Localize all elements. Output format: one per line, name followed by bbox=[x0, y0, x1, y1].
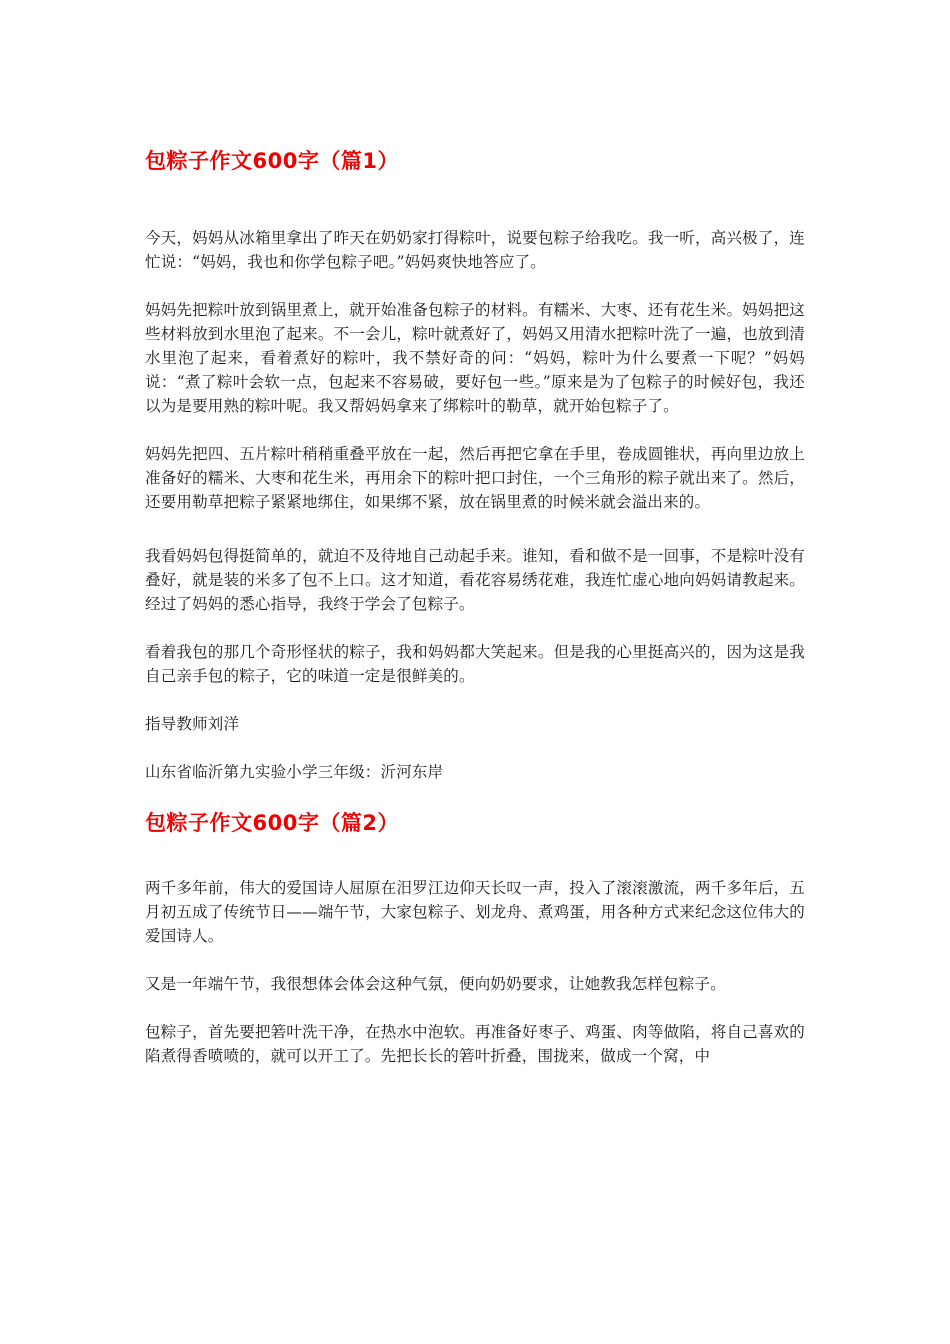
article-2-paragraph-2: 又是一年端午节，我很想体会体会这种气氛，便向奶奶要求，让她教我怎样包粽子。 bbox=[145, 975, 726, 993]
article-1-paragraph-4: 我看妈妈包得挺简单的，就迫不及待地自己动起手来。谁知，看和做不是一回事，不是粽叶没有叠好，就是装的米多了包不上口。这才知道，看花容易绣花难，我连忙虚心地向妈妈请教起来。经过了妈妈的悉心指导，我终于学会了包粽子。 bbox=[145, 547, 805, 613]
article-2-title: 包粽子作文600字（篇2） bbox=[145, 811, 399, 835]
article-2 bbox=[145, 808, 805, 1068]
article-1-title: 包粽子作文600字（篇1） bbox=[145, 149, 399, 173]
article-1-author-credit: 山东省临沂第九实验小学三年级：沂河东岸 bbox=[145, 763, 444, 781]
article-1-paragraph-1: 今天，妈妈从冰箱里拿出了昨天在奶奶家打得粽叶，说要包粽子给我吃。我一听，高兴极了，连忙说：“妈妈，我也和你学包粽子吧。”妈妈爽快地答应了。 bbox=[145, 229, 805, 271]
article-2-paragraph-1: 两千多年前，伟大的爱国诗人屈原在汨罗江边仰天长叹一声，投入了滚滚激流，两千多年后，五月初五成了传统节日——端午节，大家包粽子、划龙舟、煮鸡蛋，用各种方式来纪念这位伟大的爱国诗人。 bbox=[145, 879, 805, 945]
article-1-paragraph-2: 妈妈先把粽叶放到锅里煮上，就开始准备包粽子的材料。有糯米、大枣、还有花生米。妈妈把这些材料放到水里泡了起来。不一会儿，粽叶就煮好了，妈妈又用清水把粽叶洗了一遍，也放到清水里泡了起来，看着煮好的粽叶，我不禁好奇的问：“妈妈，粽叶为什么要煮一下呢？”妈妈说：“煮了粽叶会软一点，包起来不容易破，要好包一些。”原来是为了包粽子的时候好包，我还以为是要用熟的粽叶呢。我又帮妈妈拿来了绑粽叶的勒草，就开始包粽子了。 bbox=[145, 301, 805, 415]
document-body bbox=[145, 146, 805, 1068]
article-1-teacher-credit: 指导教师刘洋 bbox=[145, 715, 240, 733]
article-1 bbox=[145, 146, 805, 784]
article-1-paragraph-5: 看着我包的那几个奇形怪状的粽子，我和妈妈都大笑起来。但是我的心里挺高兴的，因为这是我自己亲手包的粽子，它的味道一定是很鲜美的。 bbox=[145, 643, 805, 685]
article-1-paragraph-3: 妈妈先把四、五片粽叶稍稍重叠平放在一起，然后再把它拿在手里，卷成圆锥状，再向里边放上准备好的糯米、大枣和花生米，再用余下的粽叶把口封住，一个三角形的粽子就出来了。然后，还要用勒草把粽子紧紧地绑住，如果绑不紧，放在锅里煮的时候米就会溢出来的。 bbox=[145, 445, 805, 511]
article-2-paragraph-3: 包粽子，首先要把箬叶洗干净，在热水中泡软。再准备好枣子、鸡蛋、肉等做陷，将自己喜欢的陷煮得香喷喷的，就可以开工了。先把长长的箬叶折叠，围拢来，做成一个窝，中 bbox=[145, 1023, 805, 1065]
